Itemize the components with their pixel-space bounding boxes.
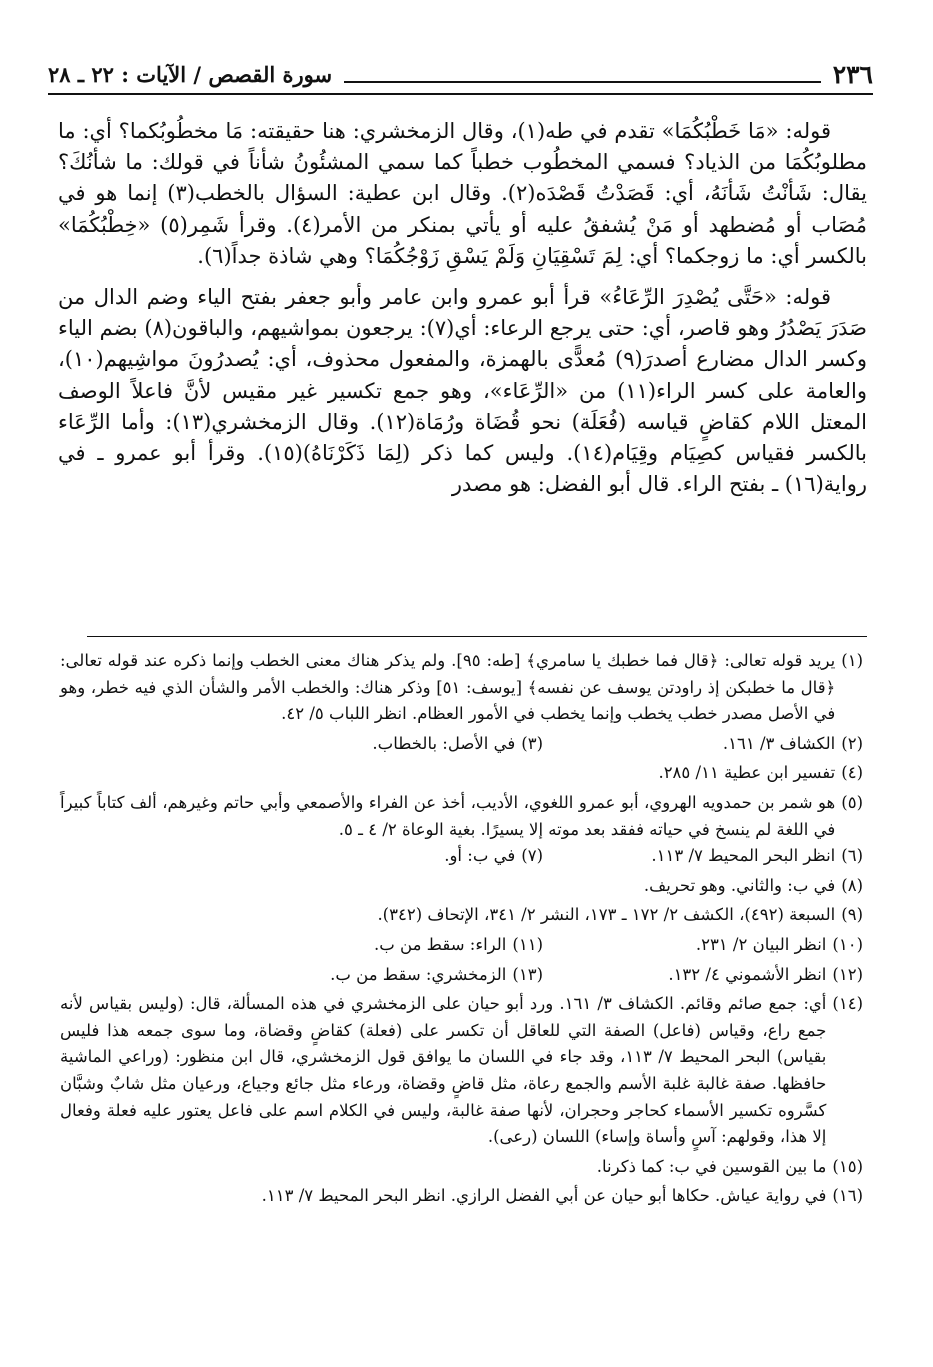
footnote-number: (١) [841,651,863,670]
footnote-number: (٣) [521,733,543,753]
footnote-pair [60,962,863,989]
footnote-number: (١٥) [832,1156,863,1176]
footnote-number: (١٢) [832,964,863,984]
footnote-text: الزمخشري: سقط من ب. [330,964,507,984]
footnote [543,932,863,959]
footnote-text: انظر البيان ٢/ ٢٣١. [695,934,827,954]
footnote [60,760,863,787]
footnote-text: في رواية عياش. حكاها أبو حيان عن أبي الفضل الرازي. انظر البحر المحيط ٧/ ١١٣. [261,1186,827,1206]
footnote-number: (٢) [841,733,863,753]
footnote [543,962,863,989]
footnote-number: (١١) [512,934,543,954]
header-rule [344,81,821,83]
footnote [543,843,863,870]
footnote-pair [60,843,863,870]
footnote-text: انظر الأشموني ٤/ ١٣٢. [668,964,827,984]
footnote [60,1154,863,1181]
footnote-text: في ب: أو. [444,846,516,866]
footnote-number: (١٤) [832,994,863,1014]
footnote-text: السبعة (٤٩٢)، الكشف ٢/ ١٧٢ ـ ١٧٣، النشر ٢/ ٣٤١، الإتحاف (٣٤٢). [377,905,836,925]
footnote [330,962,543,989]
footnote [60,873,863,900]
footnote [60,790,863,843]
footnotes [60,648,863,1210]
main-text [58,116,867,500]
footnote-number: (٧) [521,846,543,866]
footnote-text: أي: جمع صائم وقائم. الكشاف ٣/ ١٦١. ورد أبو حيان على الزمخشري في هذه المسألة، قال: (وليس بقياس لأنه جمع راع، وقياس (فاعل) الصفة التي للعاقل أن تكسر على (فعلة) كقاضٍ وقضاة، وما سوى جمعه هذا فليس بقياس) البحر المحيط ٧/ ١١٣، وقد جاء في اللسان ما يوافق قول الزمخشري، قال ابن منظور: (وراعي الماشية حافظها. صفة غالبة غلبة الأسم والجمع رعاة، مثل قاضٍ وقضاة، ورعاء مثل جائع وجياع، ورعيان مثل شابٌ وشبَّان كسَّروه تكسير الأسماء كحاجر وحجران، لأنها صفة غالبة، وليس في الكلام اسم على فاعل يعتور عليه فعلة وفعال إلا هذا، وقولهم: آسٍ وأساة وإساء) اللسان (رعى). [60,994,827,1147]
running-header [48,54,873,90]
footnote-pair [60,731,863,758]
footnote [372,731,543,758]
footnote [444,843,543,870]
footnote-text: يريد قوله تعالى: ﴿قال فما خطبك يا سامري﴾ [طه: ٩٥]. ولم يذكر هناك معنى الخطب وإنما ذكره عند قوله تعالى: ﴿قال ما خطبكن إذ راودتن يوسف عن نفسه﴾ [يوسف: ٥١] وذكر هناك: والخطب الأمر والشأن الذي فيه خطر، وهو في الأصل مصدر خطب يخطب وإنما يخطب في الأمور العظام. انظر اللباب ٥/ ٤٢. [60,651,836,724]
footnote [60,648,863,728]
footnote-number: (٤) [841,763,863,783]
running-title: سورة القصص / الآيات : ٢٢ ـ ٢٨ [48,62,333,87]
paragraph: قوله: «مَا خَطْبُكُمَا» تقدم في طه(١)، وقال الزمخشري: هنا حقيقته: مَا مخطُوبُكما؟ أي: ما مطلوبُكُمَا من الذياد؟ فسمي المخطُوب خطباً كما سمي المشئُونُ شأناً في قولك: ما شأنُكَ؟ يقال: شَأنْتُ شَأنَهُ، أي: قَصَدْتُ قَصْدَه(٢). وقال ابن عطية: السؤال بالخطب(٣) إنما هو في مُصَاب أو مُضطهد أو مَنْ يُشفقُ عليه أو يأتي بمنكر من الأمر(٤). وقرأ شَمِر(٥) «خِطْبُكُمَا» بالكسر أي: ما زوجكما؟ أي: لِمَ تَسْقِيَانِ وَلَمْ يَسْقِ زَوْجُكُمَا؟ وهي شاذة جداً(٦). [58,119,868,268]
footnote-text: هو شمر بن حمدويه الهروي، أبو عمرو اللغوي، الأديب، أخذ عن الفراء والأصمعي وأبي حاتم وغيرهم، ألف كتاباً كبيراً في اللغة لم ينسخ في حياته ففقد بعد موته إلا يسيرًا. بغية الوعاة ٢/ ٤ ـ ٥. [60,792,836,839]
footnote-number: (١٦) [832,1186,863,1206]
footnote-pair [60,932,863,959]
footnote-text: تفسير ابن عطية ١١/ ٢٨٥. [658,763,836,783]
footnote [60,1183,863,1210]
paragraph: قوله: «حَتَّى يُصْدِرَ الرِّعَاءُ» قرأ أبو عمرو وابن عامر وأبو جعفر بفتح الياء وضم الدال من صَدَرَ يَصْدُرُ وهو قاصر، أي: حتى يرجع الرعاء: أي(٧): يرجعون بمواشيهم، والباقون(٨) بضم الياء وكسر الدال مضارع أصدرَ(٩) مُعدًّى بالهمزة، والمفعول محذوف، أي: يُصدرُونَ مواشِيهم(١٠)، والعامة على كسر الراء(١١) من «الرِّعَاء»، وهو جمع تكسير غير مقيس لأنَّ فاعلاً الوصف المعتل اللام كقاضٍ قياسه (فُعَلَة) نحو قُضَاة ورُمَاة(١٢). وقال الزمخشري(١٣): وأما الرِّعَاء بالكسر فقياس كصِيَام وقِيَام(١٤). وليس كما ذكر (لِمَا ذَكَرْنَاهُ)(١٥). وقرأ أبو عمرو ـ في رواية(١٦) ـ بفتح الراء. قال أبو الفضل: هو مصدر [58,285,867,497]
page-number: ٢٣٦ [832,60,873,89]
footnote [60,902,863,929]
footnote-number: (٥) [841,792,863,812]
footnote-number: (٨) [841,875,863,895]
footnote-number: (١٠) [832,934,863,954]
footnote-number: (١٣) [512,964,543,984]
footnote-number: (٩) [841,905,863,925]
header-underline [48,93,873,95]
footnote-text: انظر البحر المحيط ٧/ ١١٣. [651,846,836,866]
footnote-text: في ب: والثاني. وهو تحريف. [643,875,836,895]
footnote-text: الراء: سقط من ب. [374,934,507,954]
footnote [374,932,543,959]
footnote-text: ما بين القوسين في ب: كما ذكرنا. [596,1156,827,1176]
footnote [60,991,863,1151]
footnote-number: (٦) [841,846,863,866]
footnote-separator [87,636,867,637]
footnote [543,731,863,758]
footnote-text: في الأصل: بالخطاب. [372,733,516,753]
footnote-text: الكشاف ٣/ ١٦١. [722,733,836,753]
